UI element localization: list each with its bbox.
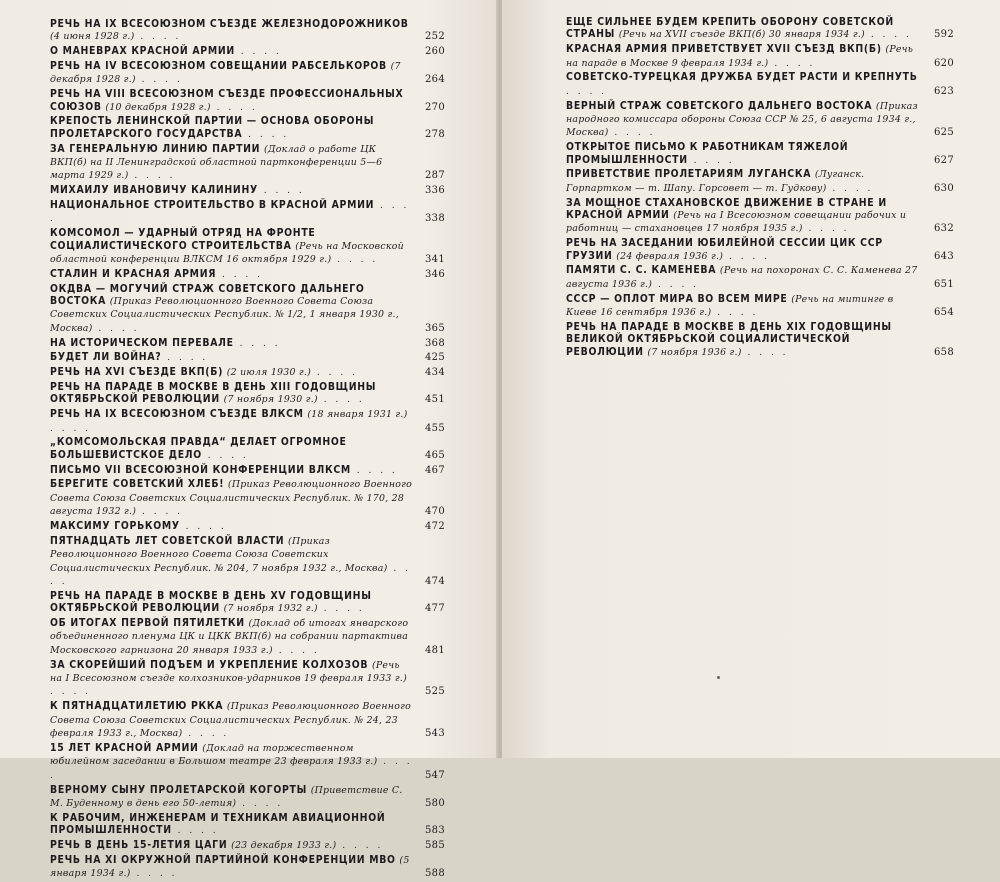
entry-title: 15 ЛЕТ КРАСНОЙ АРМИИ: [50, 741, 199, 754]
toc-entry: [566, 100, 954, 140]
dot-leader: . . . .: [50, 423, 92, 434]
entry-title: ПИСЬМО VII ВСЕСОЮЗНОЙ КОНФЕРЕНЦИИ ВЛКСМ: [50, 463, 351, 476]
page-number: 472: [425, 521, 445, 533]
page-number: 643: [934, 250, 954, 262]
page-number: 474: [425, 576, 445, 588]
toc-entry: [50, 854, 445, 881]
dot-leader: . . . .: [311, 368, 358, 379]
entry-title: О МАНЕВРАХ КРАСНОЙ АРМИИ: [50, 45, 235, 58]
page-number: 620: [934, 57, 954, 69]
entry-title: РЕЧЬ НА ПАРАДЕ В МОСКВЕ В ДЕНЬ XIX ГОДОВЩИНЫ ВЕЛИКОЙ ОКТЯБРЬСКОЙ СОЦИАЛИСТИЧЕСКОЙ РЕВОЛЮЦИИ: [566, 320, 892, 358]
dot-leader: . . . .: [350, 465, 398, 476]
entry-note: (Речь на Московской областной конференции ВЛКСМ 16 октября 1929 г.): [50, 240, 404, 266]
toc-entry: [50, 659, 445, 699]
dot-leader: . . . .: [210, 102, 258, 113]
entry-title: МАКСИМУ ГОРЬКОМУ: [50, 520, 180, 533]
dot-leader: . . . .: [236, 798, 284, 809]
dot-leader: . . . .: [134, 32, 182, 43]
toc-entry: [50, 812, 445, 838]
entry-title: РЕЧЬ НА XI ОКРУЖНОЙ ПАРТИЙНОЙ КОНФЕРЕНЦИИ МВО: [50, 853, 396, 866]
entry-title: ПРИВЕТСТВИЕ ПРОЛЕТАРИЯМ ЛУГАНСКА: [566, 168, 812, 181]
page-number: 455: [425, 422, 445, 434]
page-number: 336: [425, 185, 445, 197]
dot-leader: . . . .: [179, 522, 227, 533]
page-number: 651: [934, 278, 954, 290]
toc-entry: [50, 436, 445, 462]
entry-title: ПАМЯТИ С. С. КАМЕНЕВА: [566, 264, 717, 277]
entry-title: БУДЕТ ЛИ ВОЙНА?: [50, 351, 162, 364]
page-number: 425: [425, 352, 445, 364]
entry-note: (4 июня 1928 г.): [50, 31, 135, 43]
page-number: 451: [425, 394, 445, 406]
entry-note: (Луганск. Горпартком — т. Шапу. Горсовет — т. Гудкову): [566, 169, 865, 194]
toc-entry: [566, 168, 954, 195]
toc-entry: [50, 227, 445, 266]
entry-note: (23 декабря 1933 г.): [231, 839, 337, 851]
entry-title: ОТКРЫТОЕ ПИСЬМО К РАБОТНИКАМ ТЯЖЕЛОЙ ПРОМЫШЛЕННОСТИ: [566, 141, 849, 166]
toc-entry: [50, 700, 445, 740]
page-number: 525: [425, 686, 445, 698]
entry-title: РЕЧЬ НА IX ВСЕСОЮЗНОМ СЪЕЗДЕ ВЛКСМ: [50, 408, 304, 421]
dot-leader: . . . .: [182, 729, 230, 740]
page-number: 477: [425, 603, 445, 615]
entry-title: ВЕРНЫЙ СТРАЖ СОВЕТСКОГО ДАЛЬНЕГО ВОСТОКА: [566, 99, 873, 112]
page-number: 465: [425, 449, 445, 461]
dot-leader: . . . .: [652, 279, 700, 290]
page-number: 278: [425, 128, 445, 140]
entry-note: (Речь на I Всесоюзном съезде колхозников-ударников 19 февраля 1933 г.): [50, 659, 407, 685]
entry-note: (Речь на параде в Москве 9 февраля 1934 г.): [566, 44, 914, 69]
toc-entry: [566, 141, 954, 167]
toc-entry: [566, 43, 954, 70]
right-table-of-contents: [566, 16, 954, 360]
toc-entry: [50, 45, 445, 58]
page-number: 481: [425, 644, 445, 656]
page-number: 658: [934, 346, 954, 358]
dot-leader: . . . .: [711, 308, 759, 319]
entry-note: (2 июля 1930 г.): [226, 367, 312, 379]
page-number: 264: [425, 74, 445, 86]
toc-entry: [50, 143, 445, 183]
entry-title: К РАБОЧИМ, ИНЖЕНЕРАМ И ТЕХНИКАМ АВИАЦИОННОЙ ПРОМЫШЛЕННОСТИ: [50, 811, 386, 837]
entry-title: РЕЧЬ НА VIII ВСЕСОЮЗНОМ СЪЕЗДЕ ПРОФЕССИОНАЛЬНЫХ СОЮЗОВ: [50, 88, 404, 113]
page-number: 627: [934, 154, 954, 166]
dot-leader: . . . .: [331, 255, 379, 266]
dot-leader: . . . .: [233, 338, 281, 349]
entry-title: КОМСОМОЛ — УДАРНЫЙ ОТРЯД НА ФРОНТЕ СОЦИАЛИСТИЧЕСКОГО СТРОИТЕЛЬСТВА: [50, 227, 316, 252]
entry-title: ПЯТНАДЦАТЬ ЛЕТ СОВЕТСКОЙ ВЛАСТИ: [50, 534, 285, 547]
toc-entry: [50, 464, 445, 477]
toc-entry: [50, 742, 445, 782]
dot-leader: . . . .: [317, 395, 365, 406]
entry-note: (Приказ Революционного Военного Совета Союза Советских Социалистических Республик. № 204, 7 ноября 1932 г., Москва): [50, 535, 388, 574]
dot-leader: . . . .: [741, 347, 789, 358]
dot-leader: . . . .: [216, 269, 264, 280]
entry-title: ОБ ИТОГАХ ПЕРВОЙ ПЯТИЛЕТКИ: [50, 617, 245, 630]
page-number: 341: [425, 254, 445, 266]
dot-leader: . . . .: [242, 129, 290, 140]
page-number: 625: [934, 127, 954, 139]
entry-note: (Речь на I Всесоюзном совещании рабочих и работниц — стахановцев 17 ноября 1935 г.): [566, 210, 907, 235]
toc-entry: [50, 478, 445, 518]
page-number: 252: [425, 31, 445, 43]
entry-title: ЗА СКОРЕЙШИЙ ПОДЪЕМ И УКРЕПЛЕНИЕ КОЛХОЗОВ: [50, 658, 369, 671]
entry-note: (Приказ Революционного Военного Совета Союза Советских Социалистических Республик. № 24, 23 февраля 1933 г., Москва): [50, 701, 411, 740]
dot-leader: . . . .: [201, 450, 249, 461]
dot-leader: . . . .: [317, 604, 365, 615]
dot-leader: . . . .: [687, 155, 735, 166]
entry-note: (Речь на похоронах С. С. Каменева 27 августа 1936 г.): [566, 265, 918, 290]
dot-leader: . . . .: [135, 75, 183, 86]
entry-title: РЕЧЬ НА ПАРАДЕ В МОСКВЕ В ДЕНЬ XV ГОДОВЩИНЫ ОКТЯБРЬСКОЙ РЕВОЛЮЦИИ: [50, 589, 372, 615]
toc-entry: [50, 535, 445, 589]
dot-leader: . . . .: [92, 323, 140, 334]
entry-title: ЗА ГЕНЕРАЛЬНУЮ ЛИНИЮ ПАРТИИ: [50, 142, 261, 155]
toc-entry: [50, 351, 445, 364]
dot-leader: . . . .: [50, 563, 411, 588]
entry-title: К ПЯТНАДЦАТИЛЕТИЮ РККА: [50, 700, 224, 713]
dot-leader: . . . .: [336, 840, 384, 851]
entry-note: (Приказ народного комиссара обороны Союза ССР № 25, 6 августа 1934 г., Москва): [566, 100, 918, 139]
page-number: 623: [934, 85, 954, 97]
toc-entry: [50, 839, 445, 852]
toc-entry: [50, 590, 445, 616]
entry-note: (Доклад об итогах январского объединенного пленума ЦК и ЦКК ВКП(б) на собрании партактива Московского гарнизона 20 января 1933 г.): [50, 618, 409, 656]
dot-leader: . . . .: [723, 251, 770, 262]
dot-leader: . . . .: [826, 183, 874, 194]
entry-title: НАЦИОНАЛЬНОЕ СТРОИТЕЛЬСТВО В КРАСНОЙ АРМИИ: [50, 199, 375, 212]
toc-entry: [50, 283, 445, 336]
entry-note: (7 ноября 1936 г.): [647, 346, 742, 358]
dot-leader: . . . .: [566, 86, 608, 97]
toc-entry: [50, 366, 445, 379]
entry-title: ЕЩЕ СИЛЬНЕЕ БУДЕМ КРЕПИТЬ ОБОРОНУ СОВЕТСКОЙ СТРАНЫ: [566, 16, 894, 41]
dot-leader: . . . .: [161, 353, 209, 364]
entry-note: (Приветствие С. М. Буденному в день его 50-летия): [50, 784, 403, 809]
entry-title: КРАСНАЯ АРМИЯ ПРИВЕТСТВУЕТ XVII СЪЕЗД ВКП(Б): [566, 43, 882, 56]
page-number: 346: [425, 268, 445, 280]
entry-title: ВЕРНОМУ СЫНУ ПРОЛЕТАРСКОЙ КОГОРТЫ: [50, 783, 307, 796]
toc-entry: [50, 184, 445, 197]
page-number: 287: [425, 170, 445, 182]
toc-entry: [50, 88, 445, 114]
toc-entry: [50, 784, 445, 811]
dot-leader: . . . .: [50, 757, 413, 781]
page-number: 368: [425, 337, 445, 349]
page-number: 654: [934, 307, 954, 319]
page-number: 632: [934, 223, 954, 235]
dot-leader: . . . .: [608, 128, 656, 139]
dot-leader: . . . .: [768, 58, 816, 69]
page-number: 365: [425, 322, 445, 334]
toc-entry: [50, 381, 445, 407]
entry-note: (7 ноября 1930 г.): [223, 394, 318, 406]
entry-title: РЕЧЬ НА XVI СЪЕЗДЕ ВКП(Б): [50, 366, 224, 379]
toc-entry: [566, 16, 954, 42]
right-page: [502, 0, 1000, 758]
toc-entry: [50, 18, 445, 44]
paper-speck: [717, 676, 720, 679]
entry-title: „КОМСОМОЛЬСКАЯ ПРАВДА“ ДЕЛАЕТ ОГРОМНОЕ БОЛЬШЕВИСТСКОЕ ДЕЛО: [50, 436, 347, 461]
entry-note: (Приказ Революционного Военного Совета Союза Советских Социалистических Республик. № 1/2, 1 января 1930 г., Москва): [50, 296, 399, 334]
entry-title: РЕЧЬ НА IX ВСЕСОЮЗНОМ СЪЕЗДЕ ЖЕЛЕЗНОДОРОЖНИКОВ: [50, 18, 409, 30]
page-number: 543: [425, 728, 445, 740]
entry-title: КРЕПОСТЬ ЛЕНИНСКОЙ ПАРТИИ — ОСНОВА ОБОРОНЫ ПРОЛЕТАРСКОГО ГОСУДАРСТВА: [50, 115, 375, 140]
toc-entry: [50, 268, 445, 281]
dot-leader: . . . .: [257, 186, 305, 197]
toc-entry: [566, 264, 954, 291]
page-number: 467: [425, 464, 445, 476]
page-number: 630: [934, 182, 954, 194]
dot-leader: . . . .: [802, 224, 850, 235]
dot-leader: . . . .: [50, 201, 410, 225]
entry-note: (5 января 1934 г.): [50, 854, 410, 880]
entry-note: (10 декабря 1928 г.): [105, 101, 211, 113]
toc-entry: [566, 293, 954, 320]
page-number: 585: [425, 839, 445, 851]
page-number: 434: [425, 367, 445, 379]
entry-title: СТАЛИН И КРАСНАЯ АРМИЯ: [50, 267, 217, 280]
entry-title: МИХАИЛУ ИВАНОВИЧУ КАЛИНИНУ: [50, 184, 258, 197]
entry-title: БЕРЕГИТЕ СОВЕТСКИЙ ХЛЕБ!: [50, 478, 225, 491]
entry-title: ОКДВА — МОГУЧИЙ СТРАЖ СОВЕТСКОГО ДАЛЬНЕГО ВОСТОКА: [50, 282, 365, 308]
toc-entry: [50, 199, 445, 226]
entry-note: (24 февраля 1936 г.): [616, 250, 724, 262]
entry-note: (7 декабря 1928 г.): [50, 61, 401, 86]
entry-title: НА ИСТОРИЧЕСКОМ ПЕРЕВАЛЕ: [50, 336, 234, 349]
entry-title: РЕЧЬ НА IV ВСЕСОЮЗНОМ СОВЕЩАНИИ РАБСЕЛЬКОРОВ: [50, 60, 387, 72]
entry-title: РЕЧЬ НА ПАРАДЕ В МОСКВЕ В ДЕНЬ XIII ГОДОВЩИНЫ ОКТЯБРЬСКОЙ РЕВОЛЮЦИИ: [50, 381, 377, 406]
page-number: 260: [425, 46, 445, 58]
entry-title: СОВЕТСКО-ТУРЕЦКАЯ ДРУЖБА БУДЕТ РАСТИ И КРЕПНУТЬ: [566, 71, 918, 84]
entry-note: (18 января 1931 г.): [307, 409, 408, 421]
toc-entry: [50, 337, 445, 350]
toc-entry: [566, 237, 954, 263]
entry-title: РЕЧЬ НА ЗАСЕДАНИИ ЮБИЛЕЙНОЙ СЕССИИ ЦИК ССР ГРУЗИИ: [566, 237, 883, 262]
page-number: 592: [934, 29, 954, 41]
dot-leader: . . . .: [128, 171, 176, 182]
entry-note: (Речь на митинге в Киеве 16 сентября 1936 г.): [566, 293, 894, 319]
toc-entry: [566, 321, 954, 359]
dot-leader: . . . .: [130, 869, 178, 880]
toc-entry: [50, 60, 445, 87]
page-number: 270: [425, 101, 445, 113]
dot-leader: . . . .: [171, 826, 219, 837]
page-number: 470: [425, 506, 445, 518]
toc-entry: [50, 617, 445, 657]
left-table-of-contents: [50, 18, 445, 882]
toc-entry: [50, 115, 445, 141]
page-number: 588: [425, 868, 445, 880]
toc-entry: [566, 71, 954, 98]
toc-entry: [50, 408, 445, 435]
dot-leader: . . . .: [50, 687, 92, 698]
toc-entry: [50, 520, 445, 533]
dot-leader: . . . .: [864, 30, 912, 41]
page-number: 547: [425, 769, 445, 781]
dot-leader: . . . .: [234, 47, 282, 58]
page-number: 583: [425, 825, 445, 837]
entry-note: (7 ноября 1932 г.): [223, 603, 318, 615]
entry-note: (Доклад на торжественном юбилейном заседании в Большом театре 23 февраля 1933 г.): [50, 742, 378, 768]
entry-note: (Доклад о работе ЦК ВКП(б) на II Ленинградской областной партконференции 5—6 марта 1929 г.): [50, 143, 383, 182]
toc-entry: [566, 197, 954, 236]
page-number: 580: [425, 797, 445, 809]
entry-title: СССР — ОПЛОТ МИРА ВО ВСЕМ МИРЕ: [566, 292, 788, 305]
entry-note: (Приказ Революционного Военного Совета Союза Советских Социалистических Республик. № 170, 28 августа 1932 г.): [50, 479, 413, 518]
page-number: 338: [425, 213, 445, 225]
entry-title: ЗА МОЩНОЕ СТАХАНОВСКОЕ ДВИЖЕНИЕ В СТРАНЕ И КРАСНОЙ АРМИИ: [566, 196, 887, 222]
dot-leader: . . . .: [272, 645, 320, 656]
entry-title: РЕЧЬ В ДЕНЬ 15-ЛЕТИЯ ЦАГИ: [50, 838, 228, 851]
dot-leader: . . . .: [136, 507, 184, 518]
left-page: [0, 0, 498, 880]
entry-note: (Речь на XVII съезде ВКП(б) 30 января 1934 г.): [618, 29, 865, 41]
